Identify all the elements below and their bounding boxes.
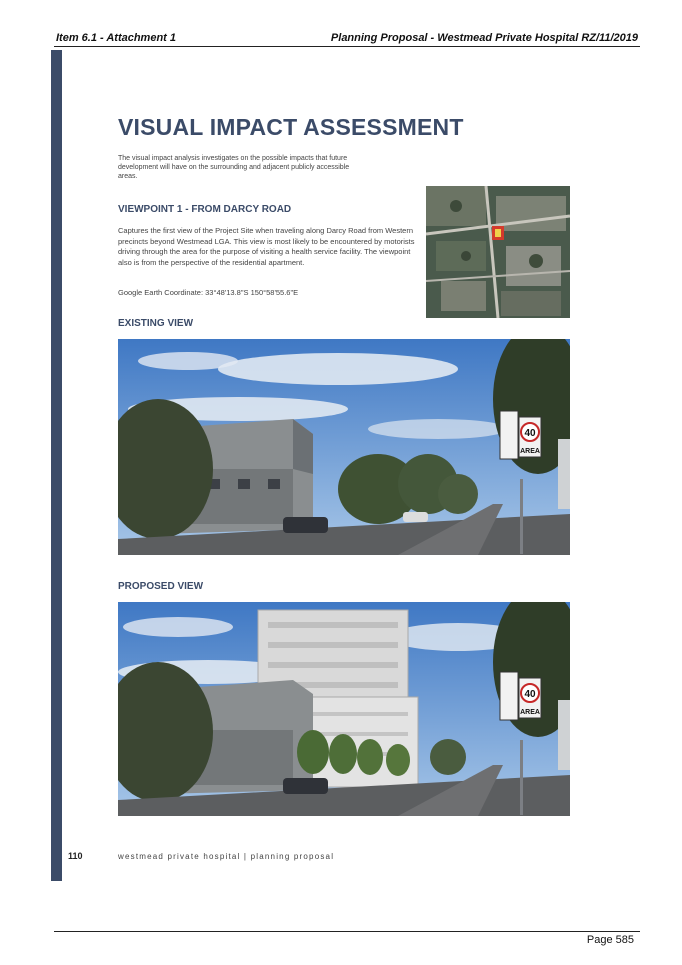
page-title: VISUAL IMPACT ASSESSMENT (118, 114, 464, 140)
speed-sign-number: 40 (524, 689, 536, 700)
header-document-title: Planning Proposal - Westmead Private Hospital RZ/11/2019 (330, 32, 638, 44)
document-page-number: 110 (68, 851, 83, 861)
existing-view-photo (118, 339, 570, 555)
header-item-label: Item 6.1 - Attachment 1 (56, 32, 177, 44)
viewpoint-heading: VIEWPOINT 1 - FROM DARCY ROAD (118, 204, 292, 215)
speed-sign-number: 40 (524, 428, 536, 439)
proposed-view-heading: PROPOSED VIEW (118, 581, 204, 592)
page-label: Page 585 (586, 934, 634, 946)
intro-paragraph: The visual impact analysis investigates on the possible impacts that future development will have on the surrounding and adjacent publicly accessible areas. (118, 155, 350, 180)
header-divider (54, 46, 640, 47)
speed-sign-area: AREA (520, 709, 540, 716)
footer-document-name: westmead private hospital | planning proposal (118, 852, 335, 861)
existing-view-heading: EXISTING VIEW (118, 318, 194, 329)
side-accent-bar (51, 50, 62, 881)
speed-sign-area: AREA (520, 448, 540, 455)
aerial-location-map (426, 186, 570, 318)
google-earth-coordinate: Google Earth Coordinate: 33°48'13.8"S 150°58'55.6"E (118, 288, 299, 297)
proposed-view-photo (118, 602, 570, 816)
viewpoint-description: Captures the first view of the Project Site when traveling along Darcy Road from Western precincts beyond Westmead LGA. This view is most likely to be encountered by motorists driving through the area for the purpose of visiting a health service facility. The viewpoint also is from the perspective of the residential apartment. (118, 226, 415, 267)
footer-divider (54, 931, 640, 932)
